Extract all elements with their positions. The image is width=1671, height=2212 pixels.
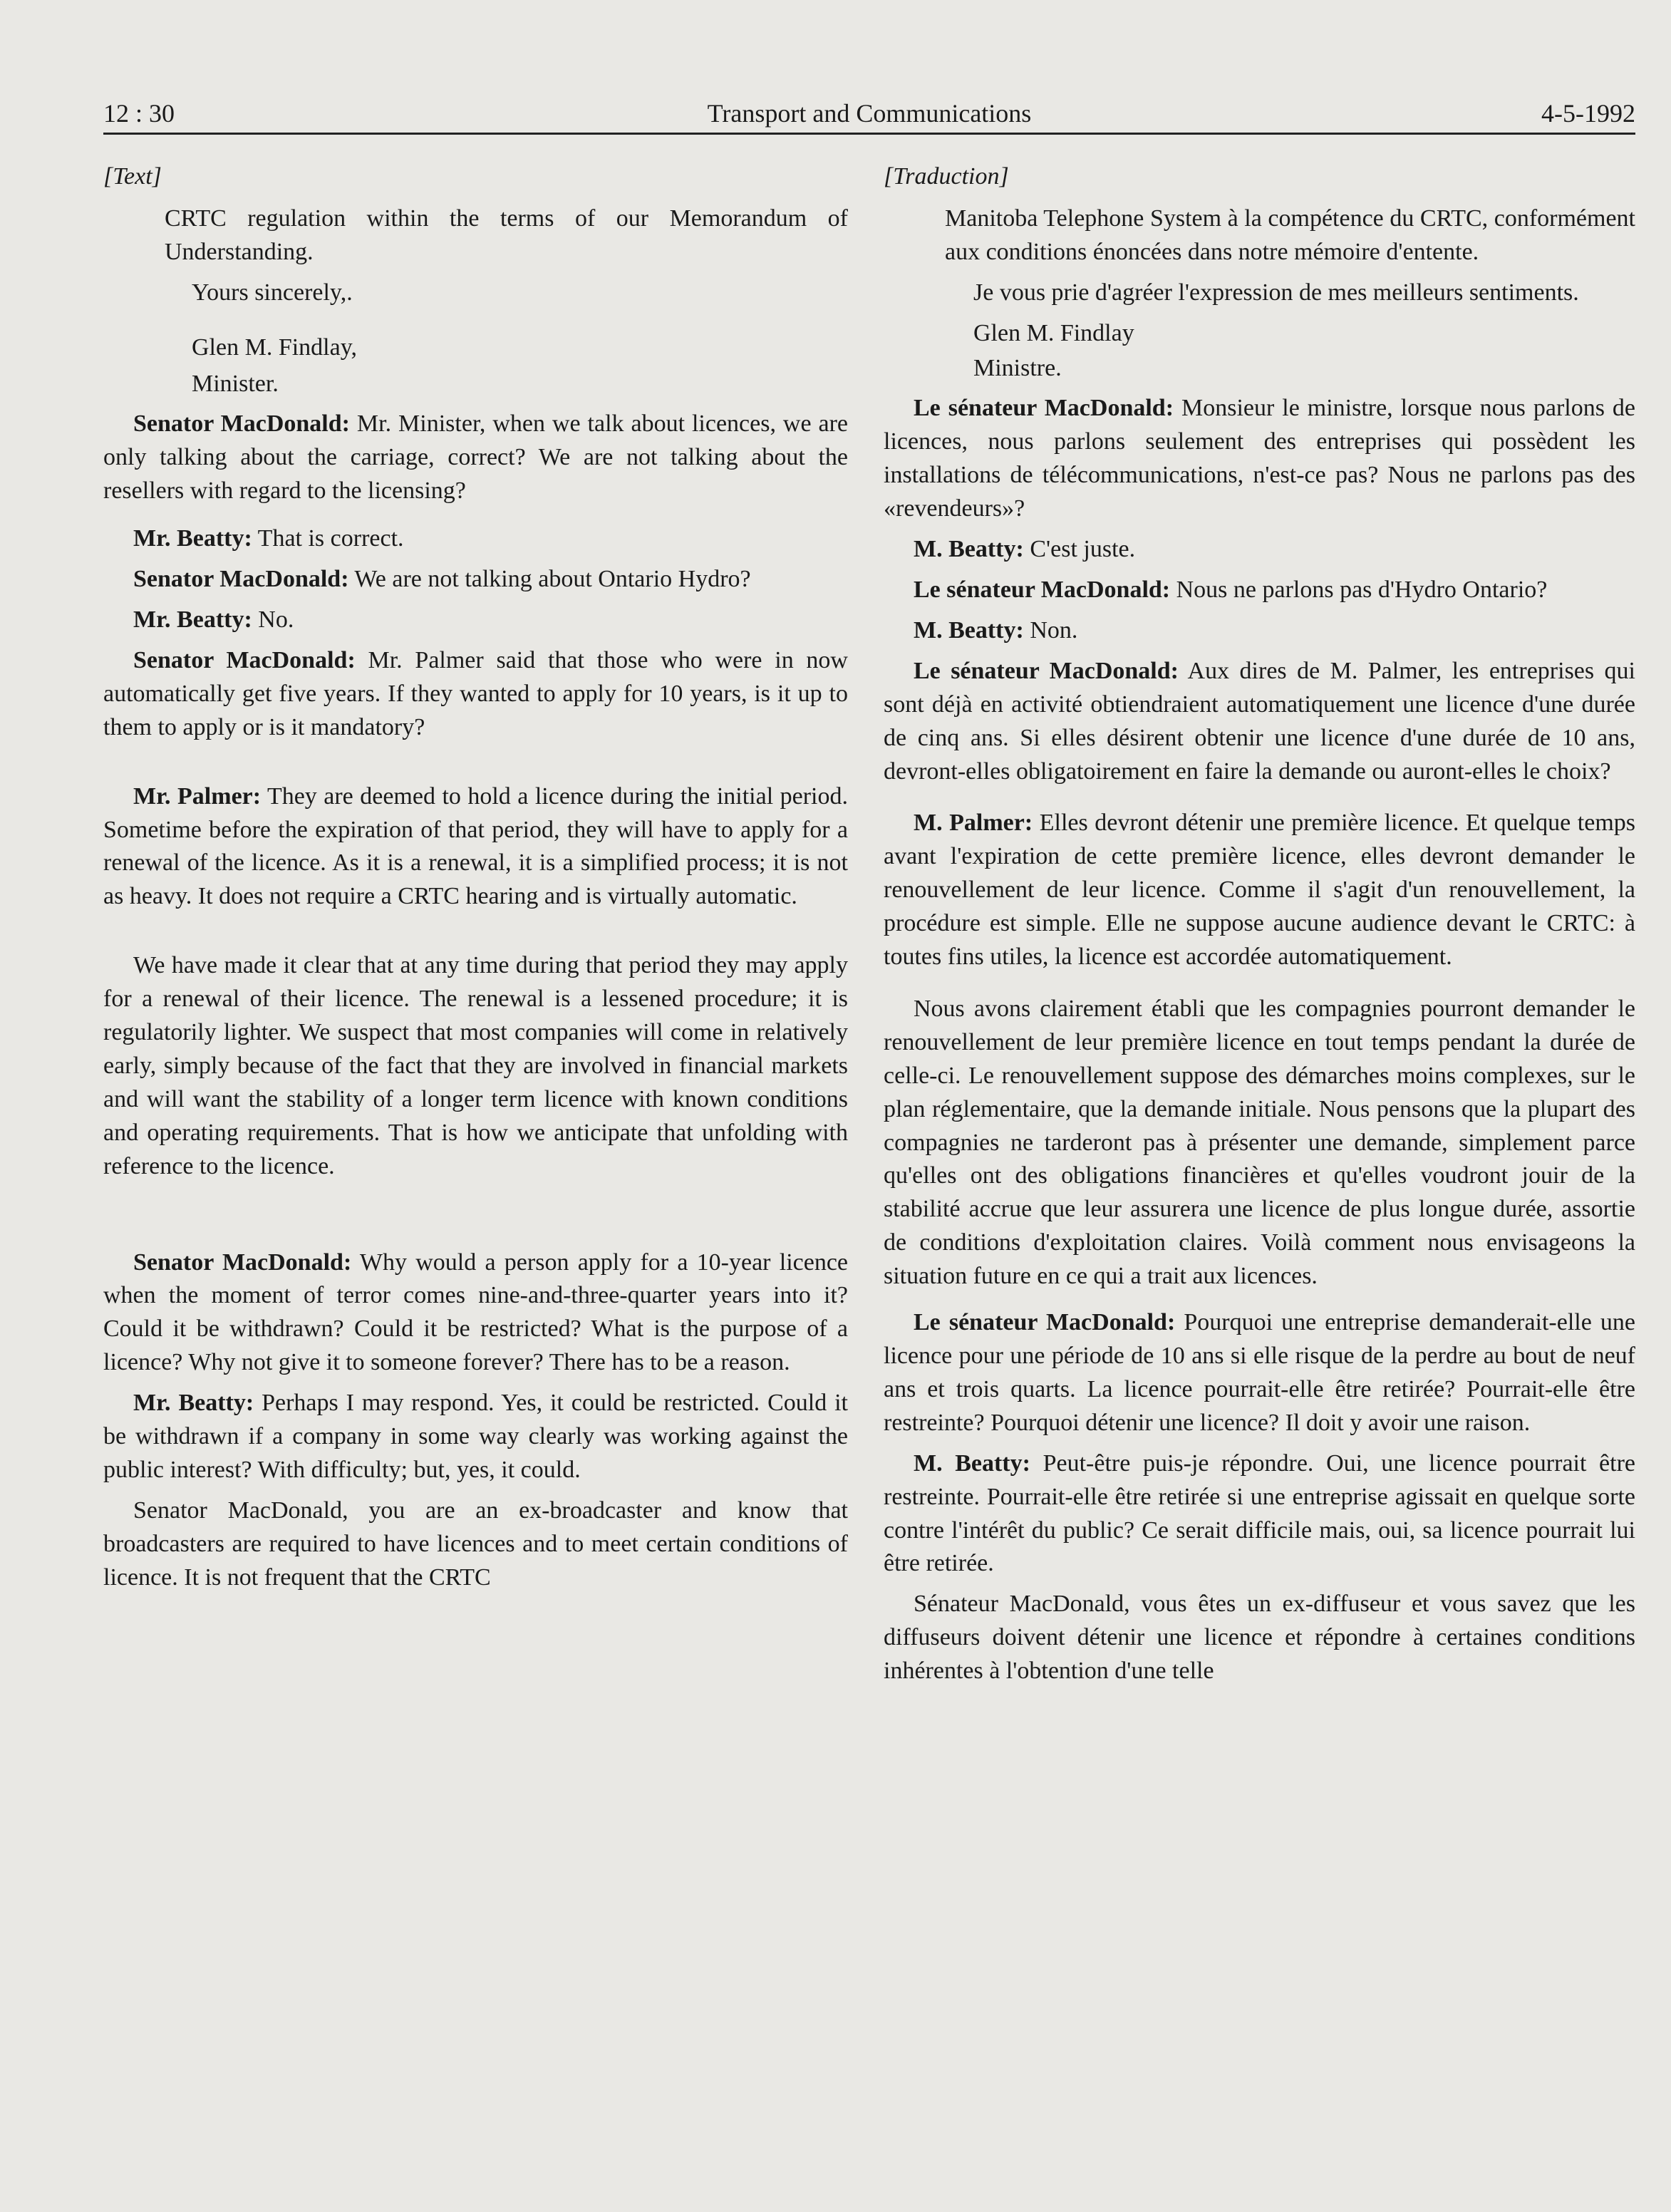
- speaker: M. Palmer:: [914, 810, 1033, 837]
- speech-paragraph: Mr. Beatty: That is correct.: [133, 525, 404, 552]
- speech-paragraph: Le sénateur MacDonald: Nous ne parlons pas d'Hydro Ontario?: [914, 576, 1548, 603]
- letter-closing: Yours sincerely,.: [192, 279, 353, 306]
- speaker: Senator MacDonald:: [133, 566, 349, 593]
- speaker: Senator MacDonald:: [133, 646, 356, 673]
- speech-paragraph: Senator MacDonald: We are not talking about Ontario Hydro?: [133, 566, 751, 593]
- speaker: Mr. Beatty:: [133, 1390, 254, 1417]
- letter-signer: Glen M. Findlay,: [192, 334, 358, 361]
- speech-paragraph: M. Beatty: C'est juste.: [914, 536, 1136, 563]
- speaker: Senator MacDonald:: [133, 1249, 352, 1276]
- speech-paragraph: Mr. Palmer: They are deemed to hold a licence during the initial period. Sometime before the expiration of that period, they will have to apply for a renewal of the licence. As it is a renewal, it is a simplified process; it is not as heavy. It does not require a CRTC hearing and is virtually automatic.: [103, 782, 848, 910]
- speech-paragraph: Sénateur MacDonald, vous êtes un ex-diffuseur et vous savez que les diffuseurs doivent détenir une licence et répondre à certaines conditions inhérentes à l'obtention d'une telle: [884, 1591, 1635, 1685]
- speech-paragraph: Senator MacDonald, you are an ex-broadcaster and know that broadcasters are required to have licences and to meet certain conditions of licence. It is not frequent that the CRTC: [103, 1497, 848, 1591]
- speech-paragraph: Senator MacDonald: Mr. Palmer said that those who were in now automatically get five years. If they wanted to apply for 10 years, is it up to them to apply or is it mandatory?: [103, 646, 848, 740]
- speaker: Le sénateur MacDonald:: [914, 657, 1179, 684]
- speaker: M. Beatty:: [914, 536, 1024, 563]
- speaker: Le sénateur MacDonald:: [914, 395, 1174, 422]
- speaker: Le sénateur MacDonald:: [914, 576, 1171, 603]
- letter-closing: Je vous prie d'agréer l'expression de mes meilleurs sentiments.: [973, 279, 1579, 306]
- speaker: M. Beatty:: [914, 1449, 1030, 1477]
- date: 4-5-1992: [1541, 99, 1635, 128]
- letter-body: CRTC regulation within the terms of our Memorandum of Understanding.: [165, 205, 848, 265]
- speech-paragraph: Le sénateur MacDonald: Monsieur le ministre, lorsque nous parlons de licences, nous parlons seulement des entreprises qui possèdent les installations de télécommunications, n'est-ce pas? Nous ne parlons pas des «revendeurs»?: [884, 395, 1635, 522]
- page-title: Transport and Communications: [707, 99, 1032, 128]
- french-column: [884, 160, 1635, 1695]
- english-column: [103, 160, 848, 1602]
- speaker: Mr. Beatty:: [133, 525, 252, 552]
- speech-paragraph: Le sénateur MacDonald: Aux dires de M. Palmer, les entreprises qui sont déjà en activité obtiendraient automatiquement une licence d'une durée de cinq ans. Si elles désirent obtenir une licence d'une durée de 10 ans, devront-elles obligatoirement en faire la demande ou auront-elles le choix?: [884, 657, 1635, 785]
- speaker: Le sénateur MacDonald:: [914, 1309, 1176, 1336]
- speech-paragraph: Mr. Beatty: Perhaps I may respond. Yes, it could be restricted. Could it be withdrawn if a company in some way clearly was working against the public interest? With difficulty; but, yes, it could.: [103, 1390, 848, 1483]
- speaker: M. Beatty:: [914, 616, 1024, 644]
- letter-signer-title: Ministre.: [973, 354, 1062, 381]
- speech-paragraph: Le sénateur MacDonald: Pourquoi une entreprise demanderait-elle une licence pour une période de 10 ans si elle risque de la perdre au bout de neuf ans et trois quarts. La licence pourrait-elle être retirée? Pourrait-elle être restreinte? Pourquoi détenir une licence? Il doit y avoir une raison.: [884, 1309, 1635, 1436]
- speech-paragraph: M. Beatty: Peut-être puis-je répondre. Oui, une licence pourrait être restreinte. Pourrait-elle être retirée si une entreprise agissait en quelque sorte contre l'intérêt du public? Ce serait difficile mais, oui, sa licence pourrait lui être retirée.: [884, 1449, 1636, 1577]
- text-marker: [Text]: [103, 163, 162, 190]
- speech-paragraph: Senator MacDonald: Mr. Minister, when we talk about licences, we are only talking about the carriage, correct? We are not talking about the resellers with regard to the licensing?: [103, 410, 848, 505]
- letter-body: Manitoba Telephone System à la compétence du CRTC, conformément aux conditions énoncées dans notre mémoire d'entente.: [945, 205, 1635, 265]
- speech-paragraph: Nous avons clairement établi que les compagnies pourront demander le renouvellement de leur première licence en tout temps pendant la durée de celle-ci. Le renouvellement suppose des démarches moins complexes, sur le plan réglementaire, que la demande initiale. Nous pensons que la plupart des compagnies ne tarderont pas à présenter une demande, simplement parce qu'elles ont des obligations financières et qu'elles voudront jouir de la stabilité accrue que leur assurera une licence de plus longue durée, assortie de conditions d'exploitation claires. Voilà comment nous envisageons la situation future en ce qui a trait aux licences.: [884, 995, 1635, 1290]
- speaker: Mr. Palmer:: [133, 782, 262, 810]
- speech-paragraph: M. Palmer: Elles devront détenir une première licence. Et quelque temps avant l'expiration de cette première licence, elles devront demander le renouvellement de leur licence. Comme il s'agit d'un renouvellement, la procédure est simple. Elle ne suppose aucune audience devant le CRTC: à toutes fins utiles, la licence est accordée automatiquement.: [884, 810, 1636, 971]
- speech-paragraph: Mr. Beatty: No.: [133, 606, 294, 633]
- speech-paragraph: M. Beatty: Non.: [914, 616, 1078, 644]
- letter-signer-title: Minister.: [192, 370, 279, 397]
- speech-paragraph: We have made it clear that at any time during that period they may apply for a renewal of their licence. The renewal is a lessened procedure; it is regulatorily lighter. We suspect that most companies will come in relatively early, simply because of the fact that they are involved in financial markets and will want the stability of a longer term licence with known conditions and operating requirements. That is how we anticipate that unfolding with reference to the licence.: [103, 952, 848, 1179]
- speaker: Senator MacDonald:: [133, 410, 350, 438]
- letter-signer: Glen M. Findlay: [973, 319, 1134, 346]
- translation-marker: [Traduction]: [884, 163, 1009, 190]
- speaker: Mr. Beatty:: [133, 606, 252, 633]
- speech-paragraph: Senator MacDonald: Why would a person apply for a 10-year licence when the moment of terror comes nine-and-three-quarter years into it? Could it be withdrawn? Could it be restricted? What is the purpose of a licence? Why not give it to someone forever? There has to be a reason.: [103, 1249, 848, 1376]
- running-header: [103, 90, 1635, 135]
- page-number: 12 : 30: [103, 99, 175, 128]
